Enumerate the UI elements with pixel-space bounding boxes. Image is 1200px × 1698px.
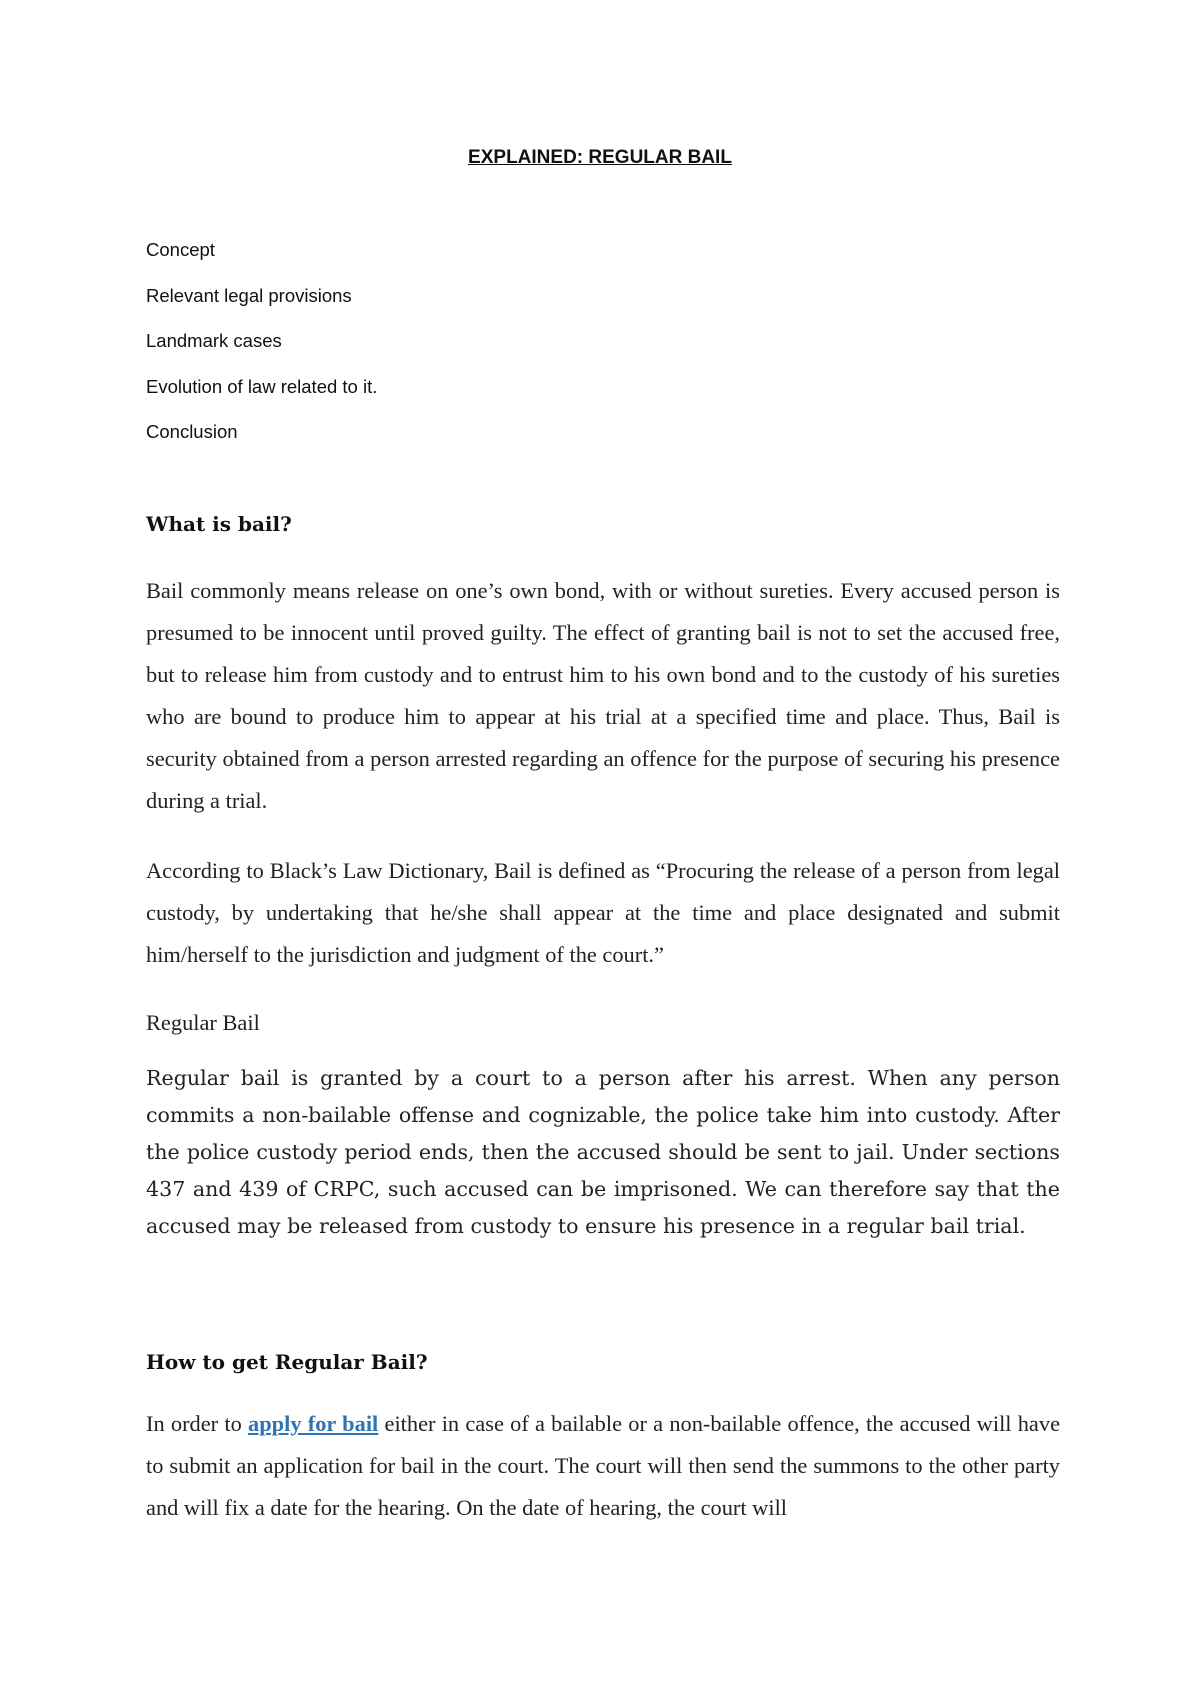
toc-item-legal-provisions: Relevant legal provisions [146, 284, 352, 306]
paragraph-how-to-apply [146, 1403, 1060, 1529]
toc-item-evolution: Evolution of law related to it. [146, 375, 378, 397]
paragraph-regular-bail: Regular bail is granted by a court to a person after his arrest. When any person commits a non-bailable offense and cognizable, the police take him into custody. After the police custody period ends, then the accused should be sent to jail. Under sections 437 and 439 of CRPC, such accused can be imprisoned. We can therefore say that the accused may be released from custody to ensure his presence in a regular bail trial. [146, 1066, 1060, 1238]
section-heading-what-is-bail: What is bail? [146, 512, 292, 536]
toc-item-landmark-cases: Landmark cases [146, 330, 282, 351]
apply-for-bail-link[interactable]: apply for bail [248, 1411, 379, 1436]
toc-item-conclusion: Conclusion [146, 421, 238, 442]
toc-item-concept: Concept [146, 239, 215, 260]
paragraph-text-rest: either in case of a bailable or a non-bailable offence, the accused will have to submit an application for bail in the court. The court will then send the summons to the other party and will fix a date for the hearing. On the date of hearing, the court will [146, 1411, 1061, 1520]
paragraph-bail-meaning: Bail commonly means release on one’s own bond, with or without sureties. Every accused person is presumed to be innocent until proved guilty. The effect of granting bail is not to set the accused free, but to release him from custody and to entrust him to his own bond and to the custody of his sureties who are bound to produce him to appear at his trial at a specified time and place. Thus, Bail is security obtained from a person arrested regarding an offence for the purpose of securing his presence during a trial. [146, 578, 1060, 813]
subheading-regular-bail: Regular Bail [146, 1010, 260, 1035]
table-of-contents [146, 238, 377, 466]
section-heading-how-to-get-bail: How to get Regular Bail? [146, 1350, 428, 1374]
document-title: EXPLAINED: REGULAR BAIL [468, 147, 732, 168]
paragraph-blacks-law-definition: According to Black’s Law Dictionary, Bail is defined as “Procuring the release of a person from legal custody, by undertaking that he/she shall appear at the time and place designated and submit him/herself to the jurisdiction and judgment of the court.” [146, 858, 1060, 967]
paragraph-text-start: In order to [146, 1411, 249, 1436]
